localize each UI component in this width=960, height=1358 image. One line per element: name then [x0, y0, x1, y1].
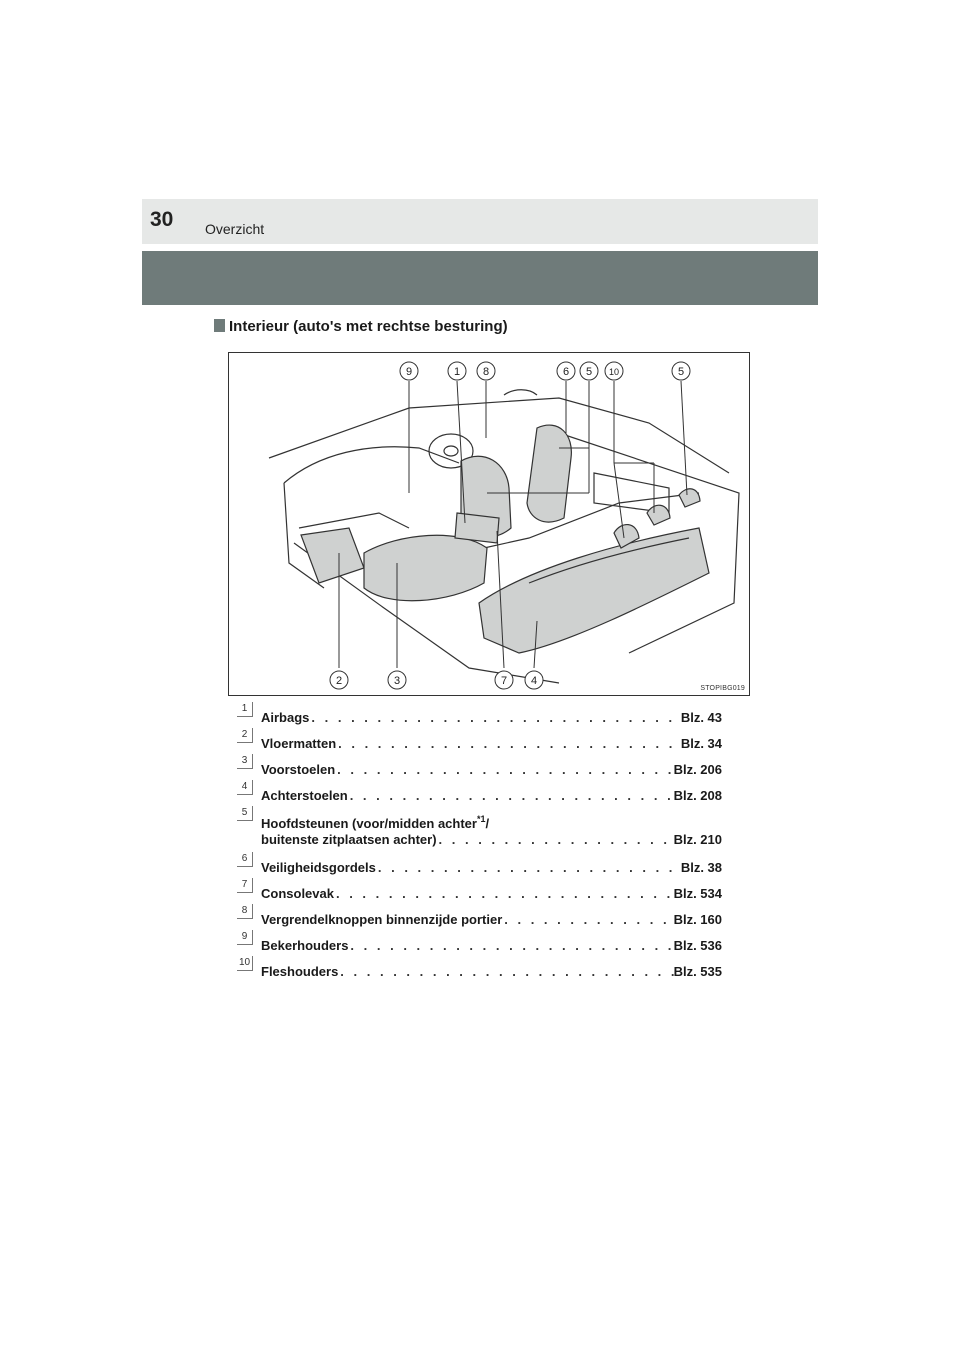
item-number: 1: [237, 702, 253, 717]
section-band: [142, 251, 818, 305]
footnote-marker: *1: [476, 814, 486, 824]
callout-4: 4: [530, 675, 538, 687]
list-item: [237, 728, 722, 752]
callout-7: 7: [500, 675, 508, 687]
item-label-line1: Hoofdsteunen (voor/midden achter: [261, 816, 477, 831]
list-item: [237, 780, 722, 804]
callout-3: 3: [393, 675, 401, 687]
list-item: [237, 930, 722, 954]
item-number: 10: [237, 956, 253, 971]
item-number: 6: [237, 852, 253, 867]
subheading-text: Interieur (auto's met rechtse besturing): [229, 318, 508, 335]
list-item: [237, 754, 722, 778]
item-number: 9: [237, 930, 253, 945]
callout-2: 2: [335, 675, 343, 687]
page-number: 30: [150, 208, 174, 231]
car-interior-illustration: [229, 353, 749, 695]
item-page[interactable]: Blz. 43: [680, 710, 722, 725]
item-label: Veiligheidsgordels: [261, 860, 376, 875]
item-number: 8: [237, 904, 253, 919]
item-label: Voorstoelen: [261, 762, 336, 777]
list-item: 5 Hoofdsteunen (voor/midden achter$^{*1}$/ buitenste zitplaatsen achter) . . . Blz. 210: [237, 806, 722, 850]
item-number: 2: [237, 728, 253, 743]
callout-5b: 5: [677, 366, 685, 378]
list-item: [237, 852, 722, 876]
item-label: Vergrendelknoppen binnenzijde portier: [261, 912, 503, 927]
figure-code: STOPIBG019: [700, 685, 745, 692]
callout-8: 8: [482, 366, 490, 378]
callout-9: 9: [405, 366, 413, 378]
item-page[interactable]: Blz. 536: [673, 938, 722, 953]
item-page[interactable]: Blz. 210: [673, 832, 722, 847]
item-number: 7: [237, 878, 253, 893]
list-item: [237, 702, 722, 726]
callout-6: 6: [562, 366, 570, 378]
item-label: Vloermatten: [261, 736, 337, 751]
item-label: buitenste zitplaatsen achter): [261, 832, 437, 847]
list-item: [237, 904, 722, 928]
subheading: [214, 318, 508, 335]
list-item: [237, 956, 722, 980]
item-label: Achterstoelen: [261, 788, 348, 803]
item-number: 4: [237, 780, 253, 795]
item-label: Bekerhouders: [261, 938, 349, 953]
callout-1: 1: [453, 366, 461, 378]
item-page[interactable]: Blz. 535: [673, 964, 722, 979]
item-number: 5: [237, 806, 253, 821]
item-page[interactable]: Blz. 38: [680, 860, 722, 875]
bullet-square-icon: [214, 319, 225, 332]
interior-figure: [228, 352, 750, 696]
item-page[interactable]: Blz. 160: [673, 912, 722, 927]
list-item: [237, 878, 722, 902]
item-number: 3: [237, 754, 253, 769]
item-page[interactable]: Blz. 208: [673, 788, 722, 803]
header-bar: [142, 199, 818, 244]
item-page[interactable]: Blz. 534: [673, 886, 722, 901]
item-page[interactable]: Blz. 206: [673, 762, 722, 777]
callout-5a: 5: [585, 366, 593, 378]
item-label: Airbags: [261, 710, 310, 725]
item-page[interactable]: Blz. 34: [680, 736, 722, 751]
item-label: Fleshouders: [261, 964, 339, 979]
section-title: Overzicht: [205, 221, 265, 237]
callout-10: 10: [608, 367, 620, 377]
item-label: Consolevak: [261, 886, 334, 901]
